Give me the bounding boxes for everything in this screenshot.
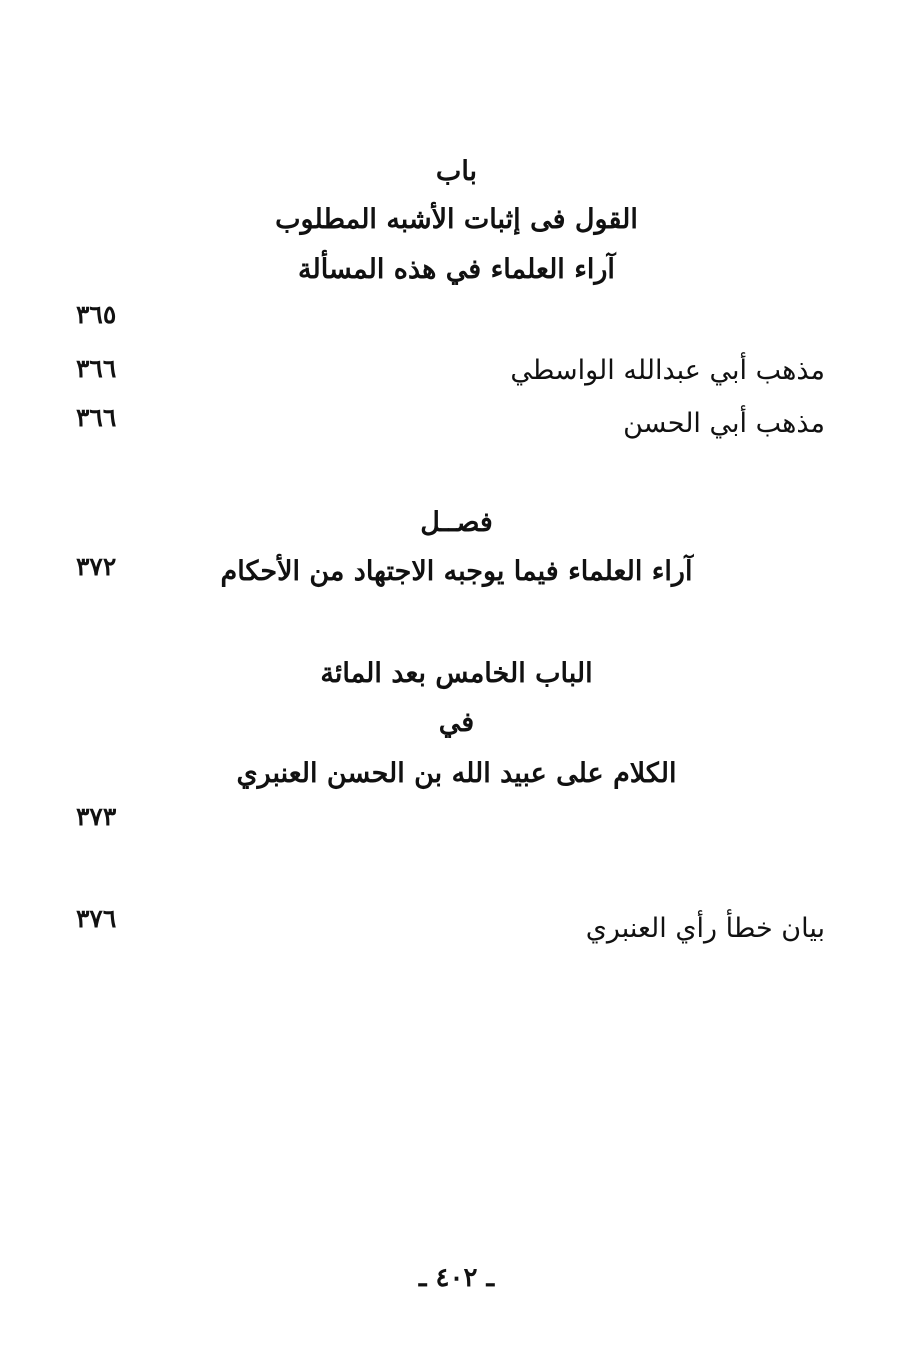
fasl-heading: فصــل: [420, 507, 493, 538]
page-number-entry: ٣٧٦: [76, 904, 117, 933]
chapter-subtitle: الكلام على عبيد الله بن الحسن العنبري: [236, 758, 677, 789]
section-title: القول فى إثبات الأشبه المطلوب: [275, 204, 638, 235]
toc-entry-label: بيان خطأ رأي العنبري: [585, 913, 825, 944]
section-title: آراء العلماء فيما يوجبه الاجتهاد من الأحكام: [220, 556, 693, 587]
toc-entry-label: مذهب أبي عبدالله الواسطي: [510, 355, 825, 386]
page-number-entry: ٣٧٢: [76, 552, 117, 581]
page-number-entry: ٣٧٣: [76, 802, 117, 831]
toc-entry-label: مذهب أبي الحسن: [623, 408, 825, 439]
chapter-fi: في: [438, 707, 475, 738]
page-number-entry: ٣٦٦: [76, 354, 117, 383]
page-number-entry: ٣٦٥: [76, 300, 117, 329]
chapter-heading: الباب الخامس بعد المائة: [320, 658, 593, 689]
footer-page-number: ـ ٤٠٢ ـ: [418, 1263, 495, 1293]
section-subtitle: آراء العلماء في هذه المسألة: [298, 254, 615, 285]
section-bab-heading: باب: [435, 156, 478, 187]
page-number-entry: ٣٦٦: [76, 403, 117, 432]
